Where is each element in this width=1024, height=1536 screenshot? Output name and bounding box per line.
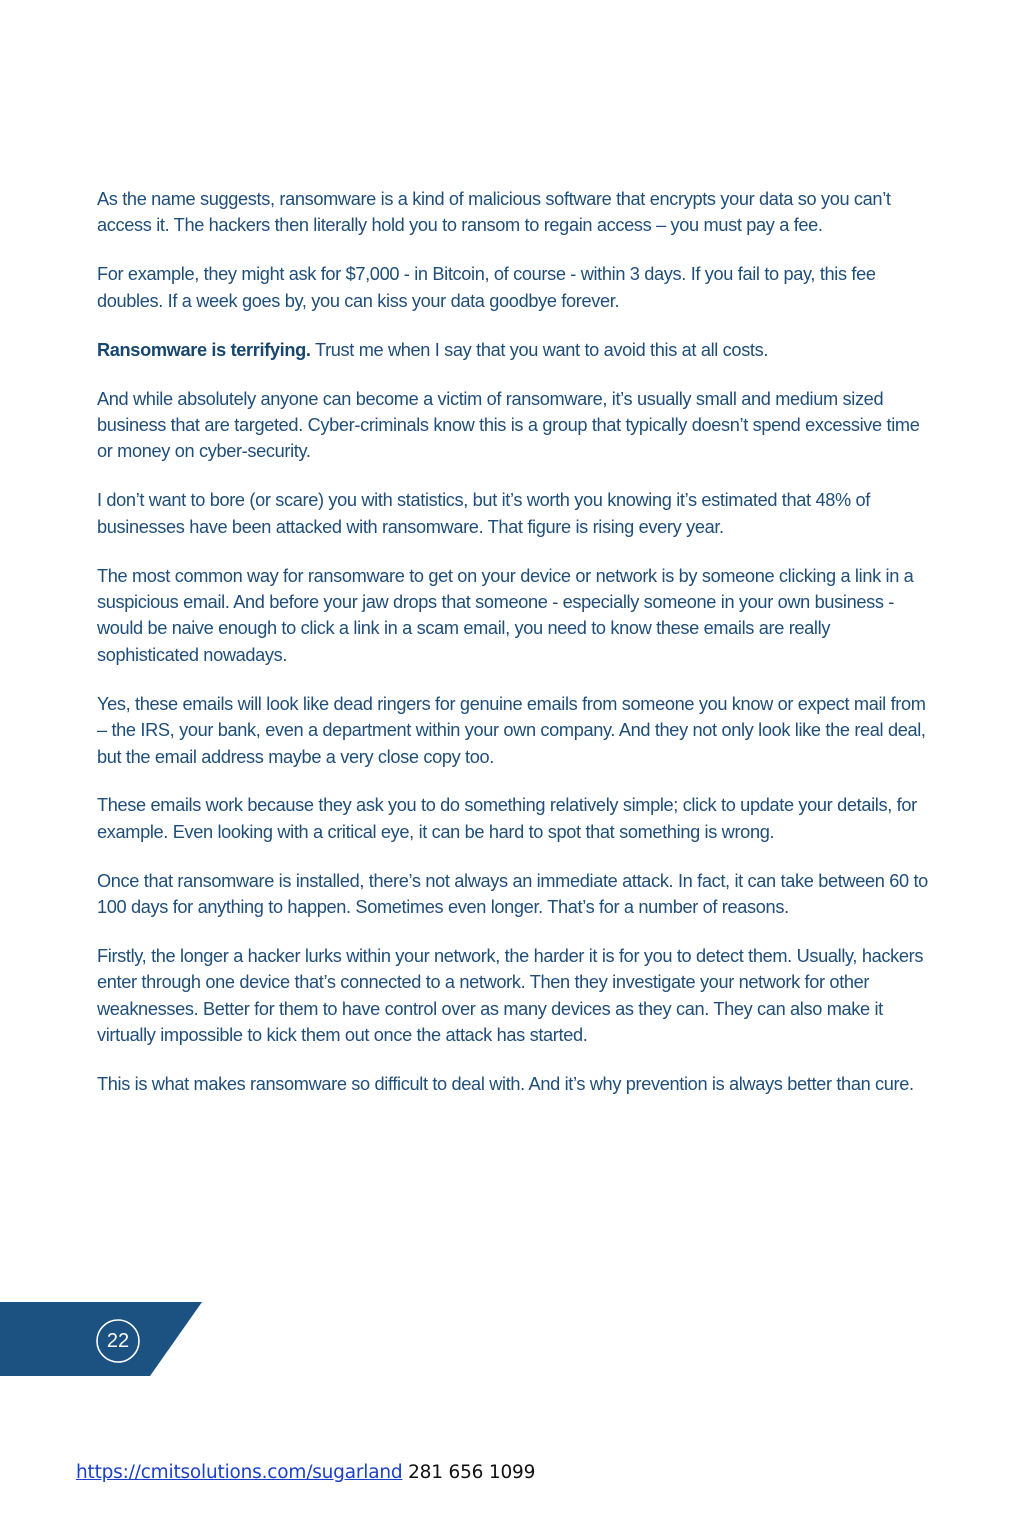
paragraph-1 bbox=[97, 186, 929, 239]
paragraph-6 bbox=[97, 563, 929, 669]
paragraph-text: These emails work because they ask you to do something relatively simple; click to update your details, for example. Even looking with a critical eye, it can be hard to spot that something is wrong. bbox=[97, 795, 917, 842]
website-link[interactable]: https://cmitsolutions.com/sugarland bbox=[76, 1462, 403, 1483]
paragraph-text: Firstly, the longer a hacker lurks within your network, the harder it is for you to detect them. Usually, hackers enter through one device that’s connected to a network. Then they investigate your network for other weaknesses. Better for them to have control over as many devices as they can. They can also make it virtually impossible to kick them out once the attack has started. bbox=[97, 946, 924, 1046]
paragraph-4 bbox=[97, 386, 929, 465]
paragraph-text: For example, they might ask for $7,000 - in Bitcoin, of course - within 3 days. If you fail to pay, this fee doubles. If a week goes by, you can kiss your data goodbye forever. bbox=[97, 264, 876, 311]
article-body bbox=[97, 186, 929, 1120]
paragraph-text: Trust me when I say that you want to avoid this at all costs. bbox=[310, 339, 769, 360]
paragraph-3 bbox=[97, 337, 929, 363]
page-number: 22 bbox=[106, 1330, 130, 1352]
paragraph-11 bbox=[97, 1071, 929, 1097]
paragraph-text: This is what makes ransomware so difficult to deal with. And it’s why prevention is always better than cure. bbox=[97, 1074, 914, 1095]
paragraph-text: And while absolutely anyone can become a victim of ransomware, it’s usually small and medium sized business that are targeted. Cyber-criminals know this is a group that typically doesn’t spend excessive time or money on cyber-security. bbox=[97, 388, 920, 462]
paragraph-text: Yes, these emails will look like dead ringers for genuine emails from someone you know or expect mail from – the IRS, your bank, even a department within your own company. And they not only look like the real deal, but the email address maybe a very close copy too. bbox=[97, 693, 926, 767]
paragraph-text: Once that ransomware is installed, there’s not always an immediate attack. In fact, it can take between 60 to 100 days for anything to happen. Sometimes even longer. That’s for a number of reasons. bbox=[97, 870, 928, 918]
footer bbox=[76, 1462, 535, 1483]
page-number-badge bbox=[0, 1302, 202, 1376]
paragraph-text: The most common way for ransomware to get on your device or network is by someone clicking a link in a suspicious email. And before your jaw drops that someone - especially someone in your own business - would be naive enough to click a link in a scam email, you need to know these emails are really sophisticated nowadays. bbox=[97, 565, 914, 665]
paragraph-7 bbox=[97, 691, 929, 770]
paragraph-9 bbox=[97, 868, 929, 921]
paragraph-5 bbox=[97, 487, 929, 540]
paragraph-2 bbox=[97, 261, 929, 314]
paragraph-10 bbox=[97, 943, 929, 1049]
paragraph-text: As the name suggests, ransomware is a kind of malicious software that encrypts your data so you can’t access it. The hackers then literally hold you to ransom to regain access – you must pay a fee. bbox=[97, 189, 891, 236]
paragraph-text: I don’t want to bore (or scare) you with statistics, but it’s worth you knowing it’s estimated that 48% of businesses have been attacked with ransomware. That figure is rising every year. bbox=[97, 490, 870, 537]
paragraph-8 bbox=[97, 792, 929, 845]
phone-number: 281 656 1099 bbox=[402, 1462, 536, 1483]
emphasis-text: Ransomware is terrifying. bbox=[97, 339, 311, 360]
